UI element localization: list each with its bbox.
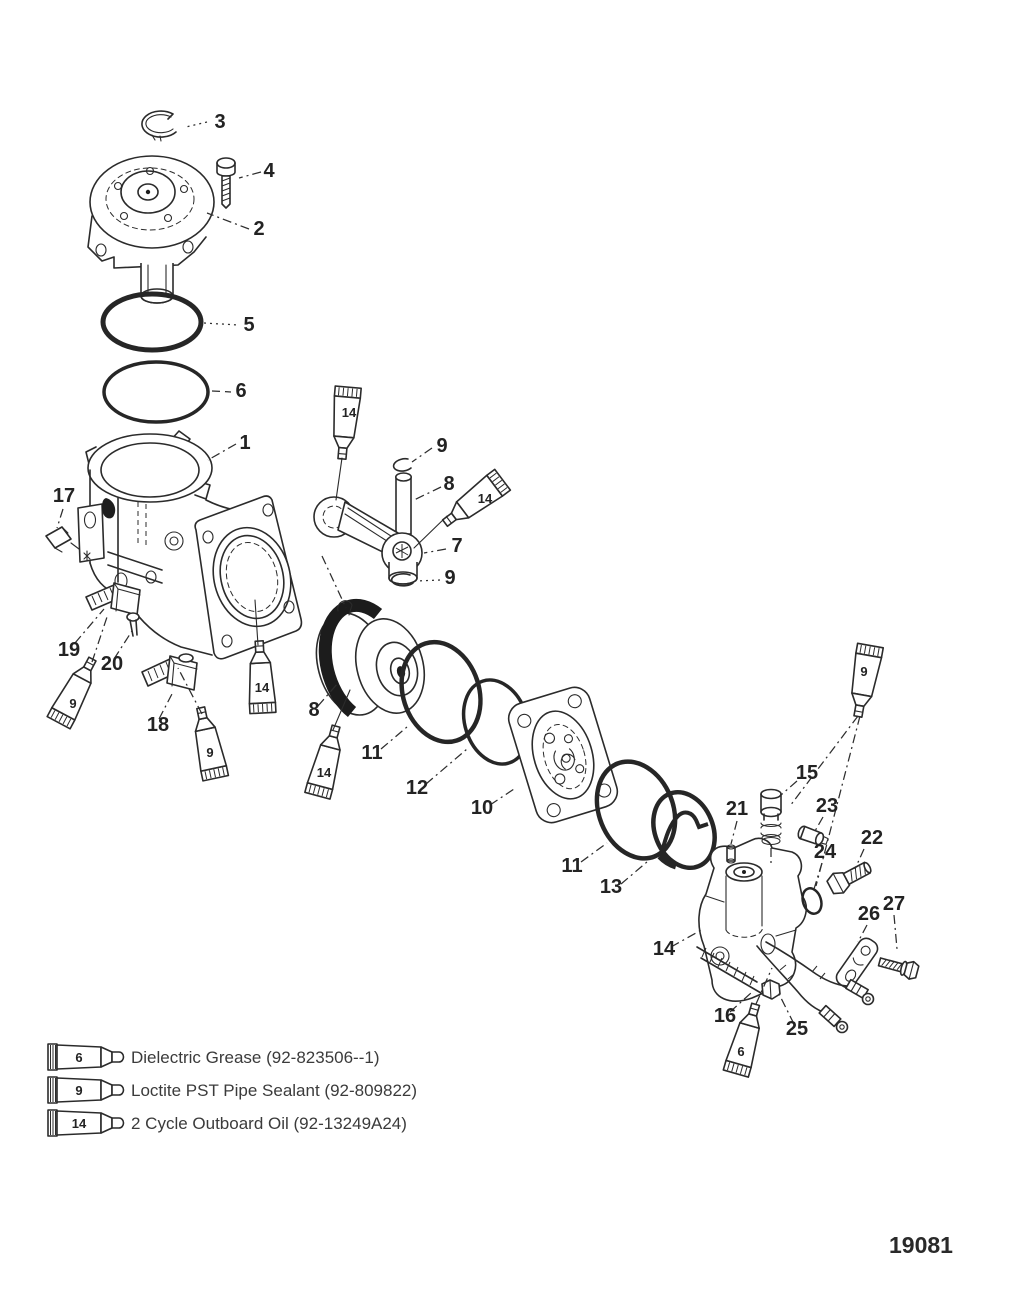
- legend-tube-number: 14: [71, 1116, 87, 1131]
- part-retaining-ring-3: [142, 111, 176, 141]
- part-o-ring-6: [104, 362, 208, 422]
- part-pump-cover-2: [88, 156, 214, 303]
- tube-number: 6: [737, 1044, 745, 1059]
- legend-label: Loctite PST Pipe Sealant (92-809822): [131, 1081, 418, 1100]
- callout-16: 16: [713, 1005, 737, 1027]
- part-screw-4: [217, 158, 235, 208]
- part-washer-9-top: [394, 459, 411, 471]
- callout-22: 22: [860, 827, 884, 849]
- part-plate-10: [505, 683, 622, 826]
- callout-7: 7: [451, 535, 463, 557]
- tube-number: 9: [69, 696, 77, 711]
- callout-9-washer-bottom: 9: [444, 567, 456, 589]
- callout-20: 20: [100, 653, 124, 675]
- legend-tube-6-icon: [48, 1044, 124, 1070]
- part-bolt-27: [877, 953, 919, 980]
- tube-14-flange: [246, 640, 276, 713]
- callout-13: 13: [599, 876, 623, 898]
- callout-15: 15: [795, 762, 819, 784]
- part-fitting-18: [142, 654, 197, 690]
- part-fitting-19: [86, 583, 140, 615]
- callout-14-end-cap: 14: [652, 938, 676, 960]
- callout-24: 24: [813, 841, 837, 863]
- callout-4: 4: [263, 160, 275, 182]
- callout-10: 10: [470, 797, 494, 819]
- tube-number: 14: [341, 405, 357, 420]
- callout-17: 17: [52, 485, 76, 507]
- callout-19: 19: [57, 639, 81, 661]
- legend-tube-number: 6: [75, 1050, 83, 1065]
- callout-8-filter: 8: [308, 699, 320, 721]
- legend-label: Dielectric Grease (92-823506--1): [131, 1048, 380, 1067]
- callout-5: 5: [243, 314, 255, 336]
- callout-11-rear: 11: [561, 855, 583, 877]
- tube-number: 9: [206, 745, 214, 760]
- callout-11-front: 11: [361, 742, 383, 764]
- tube-9-left: [47, 653, 104, 729]
- tube-14-link-top: [329, 386, 361, 460]
- callout-8-pin: 8: [443, 473, 455, 495]
- tube-9-mid: [188, 705, 228, 781]
- tube-14-filter: [305, 723, 349, 799]
- part-filter-8: [306, 601, 435, 723]
- legend-tube-9-icon: [48, 1077, 124, 1103]
- part-main-housing-1: [78, 431, 301, 659]
- tube-number: 9: [860, 664, 868, 679]
- tube-9-right: [845, 643, 883, 718]
- callout-18: 18: [146, 714, 170, 736]
- legend-tube-number: 9: [75, 1083, 83, 1098]
- legend: [48, 1044, 417, 1136]
- callout-21: 21: [725, 798, 749, 820]
- tube-number: 14: [477, 491, 493, 506]
- part-pin-21: [727, 845, 735, 863]
- callout-26: 26: [857, 903, 881, 925]
- callout-23: 23: [815, 795, 839, 817]
- callout-6: 6: [235, 380, 247, 402]
- part-screw-20: [127, 613, 139, 636]
- callout-25: 25: [785, 1018, 809, 1040]
- tube-number: 14: [254, 680, 270, 695]
- legend-label: 2 Cycle Outboard Oil (92-13249A24): [131, 1114, 407, 1133]
- callout-2: 2: [253, 218, 265, 240]
- callout-9-washer-top: 9: [436, 435, 448, 457]
- drawing-number: 19081: [889, 1232, 953, 1258]
- callout-12: 12: [405, 777, 429, 799]
- callout-3: 3: [214, 111, 226, 133]
- callout-1: 1: [239, 432, 251, 454]
- tube-number: 14: [316, 765, 332, 780]
- callout-27: 27: [882, 893, 906, 915]
